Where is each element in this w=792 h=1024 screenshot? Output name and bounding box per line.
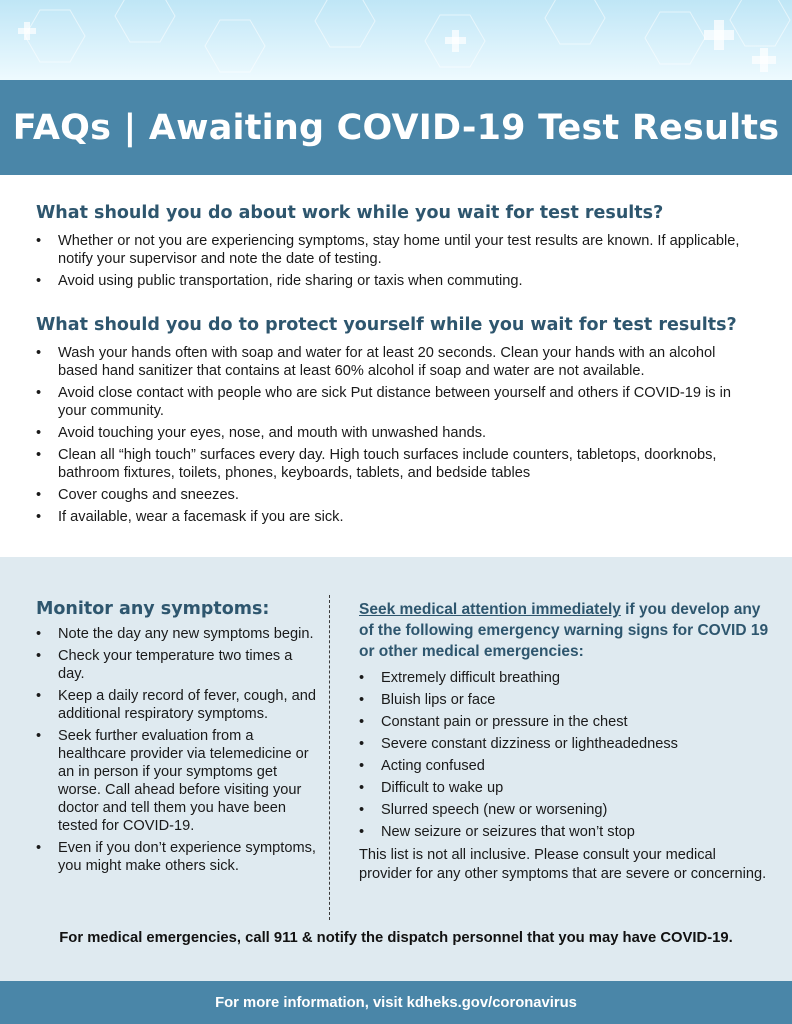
main-content: [0, 175, 792, 557]
list-item: • Difficult to wake up: [359, 779, 769, 797]
list-item: • Acting confused: [359, 757, 769, 775]
list-item: • Whether or not you are experiencing symptoms, stay home until your test results are known. If applicable, notify your supervisor and note the date of testing.: [36, 232, 756, 268]
emergency-signs-lead: [359, 599, 769, 662]
footer-bar: [0, 981, 792, 1024]
hexagon-pattern-graphic: [0, 0, 792, 80]
list-item: • Avoid using public transportation, ride sharing or taxis when commuting.: [36, 272, 756, 290]
footer-info-text: For more information, visit kdheks.gov/coronavirus: [215, 994, 577, 1011]
page-title: FAQs | Awaiting COVID-19 Test Results: [12, 107, 780, 148]
monitor-column: [36, 599, 316, 879]
not-inclusive-note: This list is not all inclusive. Please consult your medical provider for any other symptoms that are severe or concerning.: [359, 847, 767, 882]
list-item: • Bluish lips or face: [359, 691, 769, 709]
list-item: • Avoid touching your eyes, nose, and mouth with unwashed hands.: [36, 424, 756, 442]
list-item: • Clean all “high touch” surfaces every day. High touch surfaces include counters, tabletops, doorknobs, bathroom fixtures, toilets, phones, keyboards, tablets, and bedside tables: [36, 446, 756, 482]
protect-advice-list: [36, 344, 756, 530]
monitor-list: [36, 625, 316, 875]
decorative-banner: [0, 0, 792, 80]
list-item: • Seek further evaluation from a healthcare provider via telemedicine or an in person if your symptoms get worse. Call ahead before visiting your doctor and tell them you have been tested for COVID-19.: [36, 727, 316, 835]
seek-attention-emphasis: Seek medical attention immediately: [359, 601, 621, 618]
title-bar: [0, 80, 792, 175]
protect-question-heading: What should you do to protect yourself while you wait for test results?: [36, 315, 737, 335]
work-question-heading: What should you do about work while you wait for test results?: [36, 203, 664, 223]
list-item: • New seizure or seizures that won’t stop: [359, 823, 769, 841]
list-item: • Slurred speech (new or worsening): [359, 801, 769, 819]
list-item: • Wash your hands often with soap and water for at least 20 seconds. Clean your hands with an alcohol based hand sanitizer that contains at least 60% alcohol if soap and water are not available.: [36, 344, 756, 380]
list-item: • Cover coughs and sneezes.: [36, 486, 756, 504]
list-item: • Check your temperature two times a day.: [36, 647, 316, 683]
list-item: • Keep a daily record of fever, cough, and additional respiratory symptoms.: [36, 687, 316, 723]
list-item: • If available, wear a facemask if you are sick.: [36, 508, 756, 526]
list-item: • Severe constant dizziness or lightheadedness: [359, 735, 769, 753]
emergency-signs-list: [359, 669, 769, 841]
list-item: • Even if you don’t experience symptoms, you might make others sick.: [36, 839, 316, 875]
list-item: • Extremely difficult breathing: [359, 669, 769, 687]
seek-attention-text: if you develop any of the following emergency warning signs for COVID 19 or other medical emergencies:: [359, 601, 769, 660]
list-item: • Avoid close contact with people who are sick Put distance between yourself and others if COVID-19 is in your community.: [36, 384, 756, 420]
column-divider: [329, 595, 330, 920]
list-item: • Note the day any new symptoms begin.: [36, 625, 316, 643]
work-advice-list: [36, 232, 756, 294]
list-item: • Constant pain or pressure in the chest: [359, 713, 769, 731]
monitor-heading: Monitor any symptoms:: [36, 599, 270, 619]
emergency-signs-column: [359, 599, 769, 883]
symptoms-panel: [0, 557, 792, 981]
emergency-call-notice: For medical emergencies, call 911 & notify the dispatch personnel that you may have COVID-19.: [59, 930, 733, 946]
